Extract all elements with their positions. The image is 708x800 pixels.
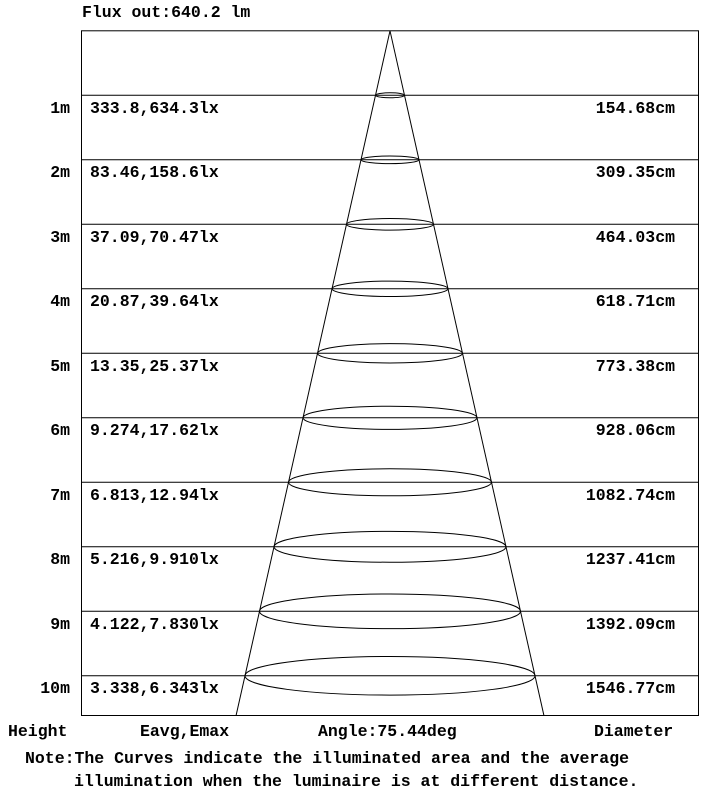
row-diameter-value: 928.06cm xyxy=(595,421,675,441)
row-diameter-value: 1237.41cm xyxy=(585,550,675,570)
footer-eavg-emax-label: Eavg,Emax xyxy=(140,722,230,741)
row-eavg-emax-value: 4.122,7.830lx xyxy=(90,614,219,634)
footer-beam-angle-label: Angle:75.44deg xyxy=(318,722,457,741)
row-eavg-emax-value: 5.216,9.910lx xyxy=(90,550,219,570)
row-eavg-emax-value: 3.338,6.343lx xyxy=(90,679,219,699)
footer-height-label: Height xyxy=(8,722,68,741)
row-height-label: 7m xyxy=(50,485,70,505)
row-height-label: 2m xyxy=(50,163,70,183)
row-height-label: 9m xyxy=(50,614,70,634)
row-height-label: 1m xyxy=(50,98,70,118)
flux-output-title: Flux out:640.2 lm xyxy=(82,3,251,22)
row-diameter-value: 773.38cm xyxy=(595,356,675,376)
row-diameter-value: 464.03cm xyxy=(595,227,675,247)
row-diameter-value: 618.71cm xyxy=(595,292,675,312)
row-eavg-emax-value: 20.87,39.64lx xyxy=(90,292,219,312)
row-eavg-emax-value: 37.09,70.47lx xyxy=(90,227,219,247)
row-diameter-value: 309.35cm xyxy=(595,163,675,183)
row-eavg-emax-value: 13.35,25.37lx xyxy=(90,356,219,376)
row-diameter-value: 1546.77cm xyxy=(585,679,675,699)
row-eavg-emax-value: 6.813,12.94lx xyxy=(90,485,219,505)
row-eavg-emax-value: 9.274,17.62lx xyxy=(90,421,219,441)
row-eavg-emax-value: 83.46,158.6lx xyxy=(90,163,219,183)
row-diameter-value: 154.68cm xyxy=(595,98,675,118)
row-height-label: 4m xyxy=(50,292,70,312)
row-diameter-value: 1392.09cm xyxy=(585,614,675,634)
cone-left-edge xyxy=(236,31,390,716)
row-diameter-value: 1082.74cm xyxy=(585,485,675,505)
row-height-label: 5m xyxy=(50,356,70,376)
row-height-label: 10m xyxy=(40,679,70,699)
note-line-2: illumination when the luminaire is at different distance. xyxy=(74,772,639,791)
row-height-label: 8m xyxy=(50,550,70,570)
note-line-1: Note:The Curves indicate the illuminated area and the average xyxy=(25,749,629,768)
row-eavg-emax-value: 333.8,634.3lx xyxy=(90,98,219,118)
footer-diameter-label: Diameter xyxy=(594,722,674,741)
row-height-label: 3m xyxy=(50,227,70,247)
row-height-label: 6m xyxy=(50,421,70,441)
